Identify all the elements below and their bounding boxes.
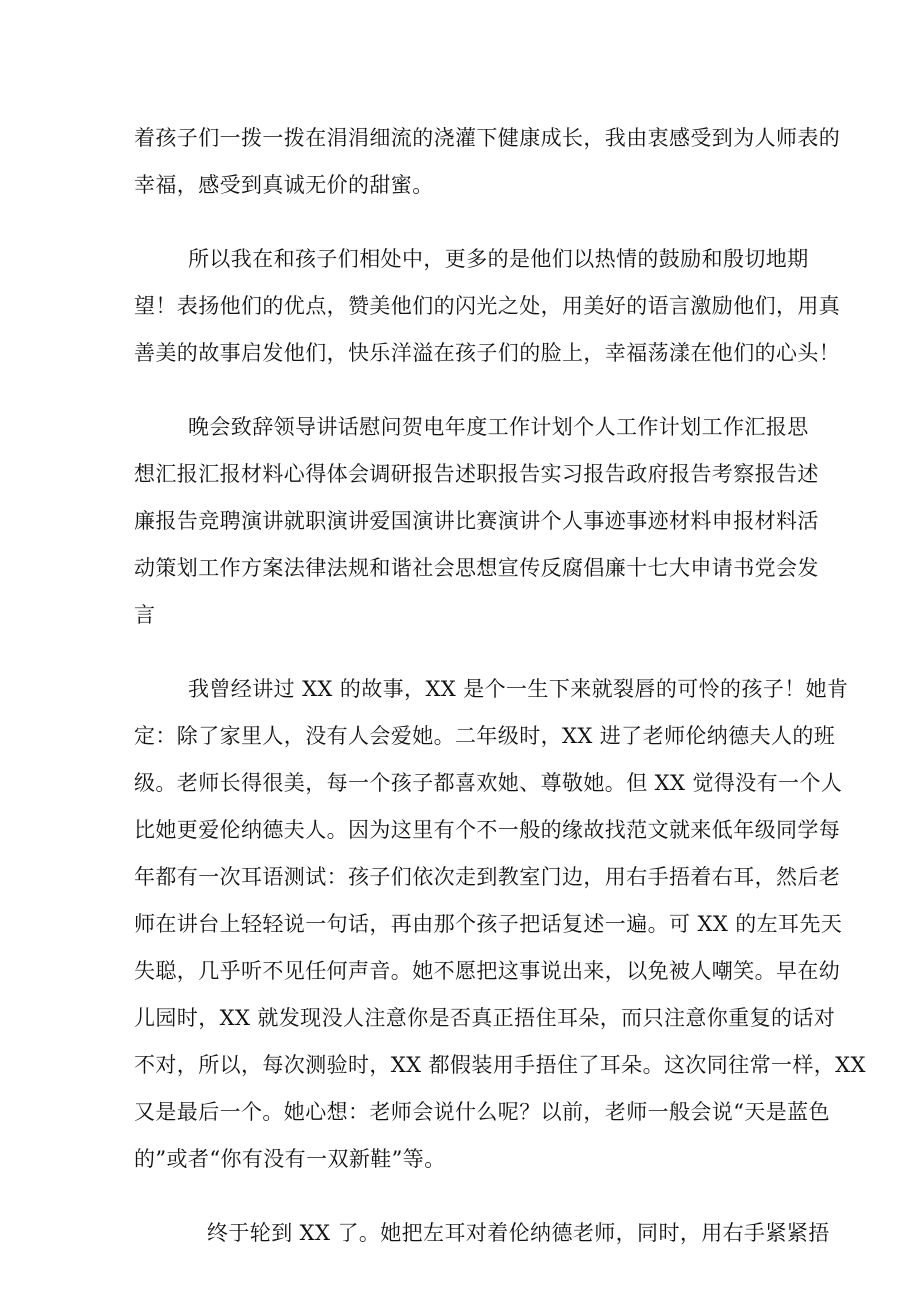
text-line: 儿园时，XX 就发现没人注意你是否真正捂住耳朵，而只注意你重复的话对 bbox=[134, 1006, 836, 1030]
text-line: 又是最后一个。她心想：老师会说什么呢？以前，老师一般会说“天是蓝色 bbox=[134, 1100, 830, 1124]
text-line: 定：除了家里人，没有人会爱她。二年级时，XX 进了老师伦纳德夫人的班 bbox=[134, 724, 836, 748]
text-line: 着孩子们一拨一拨在涓涓细流的浇灌下健康成长，我由衷感受到为人师表的 bbox=[134, 126, 841, 150]
text-line: 师在讲台上轻轻说一句话，再由那个孩子把话复述一遍。可 XX 的左耳先天 bbox=[134, 912, 843, 936]
text-line: 级。老师长得很美，每一个孩子都喜欢她、尊敬她。但 XX 觉得没有一个人 bbox=[134, 771, 843, 795]
text-line: 的”或者“你有没有一双新鞋”等。 bbox=[134, 1147, 446, 1171]
text-line: 年都有一次耳语测试：孩子们依次走到教室门边，用右手捂着右耳，然后老 bbox=[134, 865, 841, 889]
text-line: 晚会致辞领导讲话慰问贺电年度工作计划个人工作计划工作汇报思 bbox=[188, 415, 809, 439]
text-line: 言 bbox=[134, 603, 156, 627]
text-line: 比她更爱伦纳德夫人。因为这里有个不一般的缘故找范文就来低年级同学每 bbox=[134, 818, 841, 842]
text-line: 不对，所以，每次测验时，XX 都假装用手捂住了耳朵。这次同往常一样，XX bbox=[134, 1053, 866, 1077]
text-line: 动策划工作方案法律法规和谐社会思想宣传反腐倡廉十七大申请书党会发 bbox=[134, 556, 819, 580]
text-line: 幸福，感受到真诚无价的甜蜜。 bbox=[134, 173, 434, 197]
text-line: 终于轮到 XX 了。她把左耳对着伦纳德老师，同时，用右手紧紧捂 bbox=[207, 1221, 830, 1245]
text-line: 善美的故事启发他们，快乐洋溢在孩子们的脸上，幸福荡漾在他们的心头！ bbox=[134, 341, 841, 365]
text-line: 望！表扬他们的优点，赞美他们的闪光之处，用美好的语言激励他们，用真 bbox=[134, 294, 841, 318]
text-line: 失聪，几乎听不见任何声音。她不愿把这事说出来，以免被人嘲笑。早在幼 bbox=[134, 959, 841, 983]
text-line: 想汇报汇报材料心得体会调研报告述职报告实习报告政府报告考察报告述 bbox=[134, 462, 819, 486]
text-line: 我曾经讲过 XX 的故事，XX 是个一生下来就裂唇的可怜的孩子！她肯 bbox=[188, 677, 849, 701]
text-line: 廉报告竞聘演讲就职演讲爱国演讲比赛演讲个人事迹事迹材料申报材料活 bbox=[134, 509, 819, 533]
text-line: 所以我在和孩子们相处中，更多的是他们以热情的鼓励和殷切地期 bbox=[188, 247, 809, 271]
